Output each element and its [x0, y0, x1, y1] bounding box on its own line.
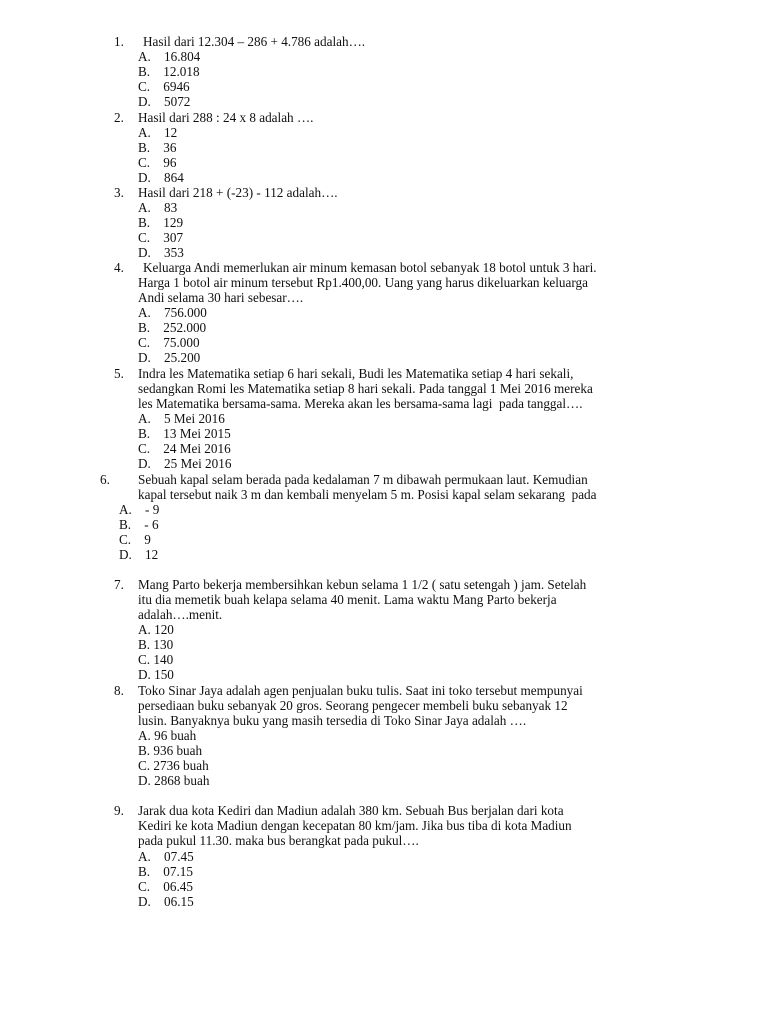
question-text: Hasil dari 218 + (-23) - 112 adalah…. [138, 185, 338, 200]
question-number: 2. [114, 110, 124, 125]
answer-option: B. 936 buah [138, 743, 203, 758]
question-number: 1. [114, 34, 124, 49]
answer-option: D. 150 [138, 667, 174, 682]
question-text: Keluarga Andi memerlukan air minum kemasan botol sebanyak 18 botol untuk 3 hari. [143, 260, 597, 275]
question-number: 8. [114, 683, 124, 698]
question-text: pada pukul 11.30. maka bus berangkat pada pukul…. [138, 833, 419, 848]
answer-option: D. 25 Mei 2016 [138, 456, 232, 471]
answer-option: A. 96 buah [138, 728, 197, 743]
question-text: Sebuah kapal selam berada pada kedalaman 7 m dibawah permukaan laut. Kemudian [138, 472, 588, 487]
question-text: Kediri ke kota Madiun dengan kecepatan 80 km/jam. Jika bus tiba di kota Madiun [138, 818, 572, 833]
answer-option: C. 2736 buah [138, 758, 209, 773]
question-text: lusin. Banyaknya buku yang masih tersedia di Toko Sinar Jaya adalah …. [138, 713, 527, 728]
answer-option: A. 16.804 [138, 49, 201, 64]
question-number: 7. [114, 577, 124, 592]
question-text: kapal tersebut naik 3 m dan kembali menyelam 5 m. Posisi kapal selam sekarang pada [138, 487, 597, 502]
answer-option: C. 75.000 [138, 335, 200, 350]
question-text: persediaan buku sebanyak 20 gros. Seorang pengecer membeli buku sebanyak 12 [138, 698, 568, 713]
question-text: Jarak dua kota Kediri dan Madiun adalah 380 km. Sebuah Bus berjalan dari kota [138, 803, 564, 818]
question-text: Toko Sinar Jaya adalah agen penjualan buku tulis. Saat ini toko tersebut mempunyai [138, 683, 583, 698]
answer-option: D. 353 [138, 245, 184, 260]
answer-option: B. 12.018 [138, 64, 200, 79]
answer-option: A. - 9 [119, 502, 160, 517]
answer-option: C. 06.45 [138, 879, 193, 894]
answer-option: A. 07.45 [138, 849, 194, 864]
answer-option: B. 130 [138, 637, 174, 652]
question-text: sedangkan Romi les Matematika setiap 8 hari sekali. Pada tanggal 1 Mei 2016 mereka [138, 381, 593, 396]
answer-option: C. 307 [138, 230, 184, 245]
answer-option: C. 9 [119, 532, 151, 547]
answer-option: B. 252.000 [138, 320, 207, 335]
answer-option: D. 864 [138, 170, 184, 185]
answer-option: A. 756.000 [138, 305, 207, 320]
question-number: 4. [114, 260, 124, 275]
answer-option: C. 140 [138, 652, 174, 667]
question-text: Harga 1 botol air minum tersebut Rp1.400,00. Uang yang harus dikeluarkan keluarga [138, 275, 588, 290]
answer-option: B. 36 [138, 140, 177, 155]
answer-option: C. 96 [138, 155, 177, 170]
answer-option: D. 06.15 [138, 894, 194, 909]
answer-option: A. 12 [138, 125, 178, 140]
answer-option: D. 2868 buah [138, 773, 210, 788]
question-text: Andi selama 30 hari sebesar…. [138, 290, 304, 305]
answer-option: B. 129 [138, 215, 184, 230]
question-text: Hasil dari 288 : 24 x 8 adalah …. [138, 110, 314, 125]
question-number: 9. [114, 803, 124, 818]
question-number: 3. [114, 185, 124, 200]
question-text: itu dia memetik buah kelapa selama 40 menit. Lama waktu Mang Parto bekerja [138, 592, 557, 607]
answer-option: D. 12 [119, 547, 159, 562]
answer-option: C. 6946 [138, 79, 190, 94]
answer-option: A. 83 [138, 200, 178, 215]
question-text: adalah….menit. [138, 607, 223, 622]
answer-option: A. 120 [138, 622, 174, 637]
answer-option: A. 5 Mei 2016 [138, 411, 225, 426]
question-text: Hasil dari 12.304 – 286 + 4.786 adalah…. [143, 34, 366, 49]
question-text: Indra les Matematika setiap 6 hari sekali, Budi les Matematika setiap 4 hari sekali, [138, 366, 574, 381]
answer-option: B. 13 Mei 2015 [138, 426, 231, 441]
question-text: Mang Parto bekerja membersihkan kebun selama 1 1/2 ( satu setengah ) jam. Setelah [138, 577, 587, 592]
answer-option: D. 5072 [138, 94, 191, 109]
answer-option: C. 24 Mei 2016 [138, 441, 231, 456]
answer-option: B. - 6 [119, 517, 159, 532]
answer-option: D. 25.200 [138, 350, 201, 365]
question-text: les Matematika bersama-sama. Mereka akan les bersama-sama lagi pada tanggal…. [138, 396, 583, 411]
question-number: 5. [114, 366, 124, 381]
answer-option: B. 07.15 [138, 864, 193, 879]
question-number: 6. [100, 472, 110, 487]
